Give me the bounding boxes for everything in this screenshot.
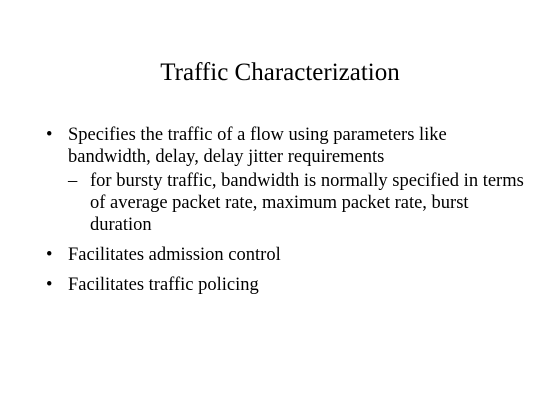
bullet-item xyxy=(46,244,526,266)
sub-bullet-item xyxy=(46,170,526,236)
sub-bullet-group xyxy=(46,170,526,236)
bullet-text: Facilitates traffic policing xyxy=(68,275,259,295)
sub-bullet-list xyxy=(46,170,526,236)
bullet-marker: • xyxy=(46,245,53,265)
bullet-text: Facilitates admission control xyxy=(68,245,281,265)
bullet-text: Specifies the traffic of a flow using parameters like bandwidth, delay, delay jitter requirements xyxy=(68,125,447,167)
bullet-item xyxy=(46,124,526,168)
bullet-marker: • xyxy=(46,275,53,295)
bullet-marker: • xyxy=(46,125,53,145)
bullet-list xyxy=(46,124,526,296)
slide-title: Traffic Characterization xyxy=(160,59,400,86)
sub-bullet-marker: – xyxy=(68,171,78,191)
bullet-item xyxy=(46,274,526,296)
sub-bullet-text: for bursty traffic, bandwidth is normally specified in terms of average packet rate, maximum packet rate, burst duration xyxy=(90,171,524,235)
